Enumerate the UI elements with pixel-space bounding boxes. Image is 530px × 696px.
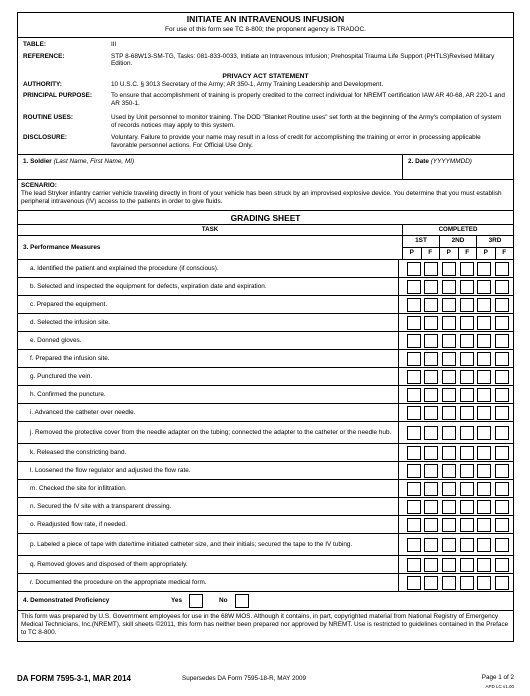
measure-text: h. Confirmed the puncture. <box>18 386 399 403</box>
checkbox-2nd-fail[interactable] <box>460 500 474 514</box>
checkbox-3rd-fail[interactable] <box>495 262 509 276</box>
footer-note: This form was prepared by U.S. Government employees for use in the 68W MOS. Although it contains, in part, copyrighted material from National Registry of Emergency Medical Technicians, Inc.(NREMT), skill sheets ©2011, this form has neither been prepared nor approved by NREMT. Use is restricted to guidelines contained in the Preface to TC 8-800. <box>21 613 509 636</box>
checkbox-1st-pass[interactable] <box>407 280 421 294</box>
soldier-name-field[interactable] <box>18 155 403 179</box>
checkbox-3rd-pass[interactable] <box>477 576 491 590</box>
measure-checkboxes <box>399 422 513 443</box>
checkbox-2nd-fail[interactable] <box>460 406 474 420</box>
disclosure-label: DISCLOSURE: <box>23 134 68 142</box>
reference-label: REFERENCE: <box>23 52 65 60</box>
checkbox-2nd-pass[interactable] <box>442 388 456 402</box>
measure-text: l. Loosened the flow regulator and adjusted the flow rate. <box>18 462 399 479</box>
measure-checkboxes <box>399 332 513 349</box>
measure-text: g. Punctured the vein. <box>18 368 399 385</box>
measure-text: n. Secured the IV site with a transparent dressing. <box>18 498 399 515</box>
checkbox-3rd-pass[interactable] <box>477 426 491 440</box>
task-completed-header <box>18 225 513 236</box>
measure-text: o. Readjusted flow rate, if needed. <box>18 516 399 533</box>
measure-checkboxes <box>399 368 513 385</box>
attempt-grid <box>403 236 513 259</box>
checkbox-1st-fail[interactable] <box>424 446 438 460</box>
measure-text: f. Prepared the infusion site. <box>18 350 399 367</box>
checkbox-1st-pass[interactable] <box>407 518 421 532</box>
checkbox-2nd-pass[interactable] <box>442 370 456 384</box>
measure-checkboxes <box>399 462 513 479</box>
form-title: INITIATE AN INTRAVENOUS INFUSION <box>186 14 345 24</box>
checkbox-1st-pass[interactable] <box>407 352 421 366</box>
checkbox-3rd-fail[interactable] <box>495 316 509 330</box>
checkbox-3rd-fail[interactable] <box>495 370 509 384</box>
checkbox-1st-fail[interactable] <box>424 334 438 348</box>
table-row <box>18 314 513 332</box>
supersedes-note: Supersedes DA Form 7595-18-R, MAY 2009 <box>182 675 307 682</box>
checkbox-1st-pass[interactable] <box>407 316 421 330</box>
checkbox-2nd-fail[interactable] <box>460 464 474 478</box>
measure-text: c. Prepared the equipment. <box>18 296 399 313</box>
checkbox-1st-fail[interactable] <box>424 352 438 366</box>
authority-value: 10 U.S.C. § 3013 Secretary of the Army; AR 350-1, Army Training Leadership and Development. <box>111 81 384 89</box>
checkbox-3rd-fail[interactable] <box>495 334 509 348</box>
checkbox-1st-fail[interactable] <box>424 518 438 532</box>
checkbox-2nd-fail[interactable] <box>460 518 474 532</box>
table-value: III <box>111 40 117 48</box>
checkbox-1st-pass[interactable] <box>407 334 421 348</box>
checkbox-2nd-fail[interactable] <box>460 446 474 460</box>
checkbox-2nd-pass[interactable] <box>442 576 456 590</box>
page-number: Page 1 of 2 <box>481 674 514 681</box>
checkbox-3rd-pass[interactable] <box>477 464 491 478</box>
checkbox-1st-pass[interactable] <box>407 576 421 590</box>
checkbox-2nd-fail[interactable] <box>460 334 474 348</box>
yes-label: Yes <box>171 597 183 605</box>
checkbox-2nd-pass[interactable] <box>442 446 456 460</box>
measure-text: r. Documented the procedure on the appropriate medical form. <box>18 574 399 591</box>
checkbox-1st-fail[interactable] <box>424 316 438 330</box>
measure-checkboxes <box>399 278 513 295</box>
measure-checkboxes <box>399 314 513 331</box>
checkbox-1st-pass[interactable] <box>407 388 421 402</box>
checkbox-3rd-fail[interactable] <box>495 298 509 312</box>
checkbox-3rd-fail[interactable] <box>495 446 509 460</box>
table-row <box>18 574 513 592</box>
checkbox-2nd-pass[interactable] <box>442 280 456 294</box>
measure-checkboxes <box>399 556 513 573</box>
measure-text: j. Removed the protective cover from the needle adapter on the tubing; connected the adapter to the catheter or the needle hub. <box>18 422 399 443</box>
measure-text: d. Selected the infusion site. <box>18 314 399 331</box>
yes-checkbox[interactable] <box>189 594 203 608</box>
measure-checkboxes <box>399 350 513 367</box>
table-row <box>18 516 513 534</box>
attempt-label: 2ND <box>440 236 476 248</box>
table-row <box>18 444 513 462</box>
privacy-heading: PRIVACY ACT STATEMENT <box>222 73 309 81</box>
checkbox-3rd-fail[interactable] <box>495 482 509 496</box>
checkbox-3rd-pass[interactable] <box>477 370 491 384</box>
checkbox-2nd-pass[interactable] <box>442 500 456 514</box>
date-field[interactable] <box>403 155 513 179</box>
table-row <box>18 422 513 444</box>
checkbox-2nd-fail[interactable] <box>460 388 474 402</box>
checkbox-3rd-pass[interactable] <box>477 352 491 366</box>
checkbox-1st-fail[interactable] <box>424 482 438 496</box>
pass-label: P <box>440 248 459 259</box>
checkbox-3rd-pass[interactable] <box>477 558 491 572</box>
measure-checkboxes <box>399 534 513 555</box>
measure-checkboxes <box>399 516 513 533</box>
form-header <box>18 13 513 38</box>
table-row <box>18 404 513 422</box>
no-label: No <box>219 597 228 605</box>
checkbox-3rd-pass[interactable] <box>477 482 491 496</box>
checkbox-3rd-pass[interactable] <box>477 518 491 532</box>
checkbox-2nd-pass[interactable] <box>442 262 456 276</box>
disclosure-value: Voluntary. Failure to provide your name may result in a loss of credit for accomplishing the training or error in processing applicable favorable personnel actions. For Official Use Only. <box>111 134 481 150</box>
checkbox-3rd-fail[interactable] <box>495 500 509 514</box>
checkbox-3rd-pass[interactable] <box>477 500 491 514</box>
checkbox-1st-pass[interactable] <box>407 298 421 312</box>
checkbox-1st-fail[interactable] <box>424 406 438 420</box>
checkbox-2nd-fail[interactable] <box>460 280 474 294</box>
measure-text: p. Labeled a piece of tape with date/time initiated catheter size, and their initials; secured the tape to the IV tubing. <box>18 534 399 555</box>
checkbox-2nd-pass[interactable] <box>442 334 456 348</box>
checkbox-2nd-pass[interactable] <box>442 426 456 440</box>
date-label: 2. Date <box>408 158 429 166</box>
scenario-section <box>18 180 513 211</box>
routine-uses-value: Used by Unit personnel to monitor training. The DOD "Blanket Routine uses" set forth at the beginning of the Army's compilation of system of records notices may apply to this system. <box>111 113 502 129</box>
checkbox-3rd-fail[interactable] <box>495 558 509 572</box>
attempt-1st <box>403 236 440 259</box>
checkbox-2nd-pass[interactable] <box>442 482 456 496</box>
measure-checkboxes <box>399 480 513 497</box>
routine-uses-label: ROUTINE USES: <box>23 113 74 121</box>
measure-checkboxes <box>399 404 513 421</box>
table-row <box>18 296 513 314</box>
checkbox-3rd-pass[interactable] <box>477 406 491 420</box>
authority-label: AUTHORITY: <box>23 81 62 89</box>
checkbox-2nd-pass[interactable] <box>442 352 456 366</box>
table-row <box>18 556 513 574</box>
info-section <box>18 38 513 155</box>
checkbox-1st-pass[interactable] <box>407 426 421 440</box>
checkbox-3rd-pass[interactable] <box>477 538 491 552</box>
checkbox-3rd-pass[interactable] <box>477 316 491 330</box>
performance-measures-list <box>18 260 513 592</box>
checkbox-3rd-fail[interactable] <box>495 406 509 420</box>
checkbox-3rd-pass[interactable] <box>477 334 491 348</box>
measure-checkboxes <box>399 386 513 403</box>
checkbox-3rd-pass[interactable] <box>477 280 491 294</box>
checkbox-1st-fail[interactable] <box>424 558 438 572</box>
checkbox-3rd-fail[interactable] <box>495 388 509 402</box>
table-row <box>18 534 513 556</box>
fail-label: F <box>465 249 470 257</box>
attempt-3rd <box>477 236 513 259</box>
checkbox-2nd-fail[interactable] <box>460 298 474 312</box>
checkbox-2nd-pass[interactable] <box>442 518 456 532</box>
proficiency-row <box>18 592 513 611</box>
checkbox-3rd-fail[interactable] <box>495 464 509 478</box>
checkbox-3rd-pass[interactable] <box>477 388 491 402</box>
purpose-value: To ensure that accomplishment of training is properly credited to the correct individual for NREMT certification IAW AR 40-68, AR 220-1 and AR 350-1. <box>111 92 505 108</box>
checkbox-1st-fail[interactable] <box>424 500 438 514</box>
measure-text: q. Removed gloves and disposed of them appropriately. <box>18 556 399 573</box>
checkbox-1st-pass[interactable] <box>407 370 421 384</box>
reference-value: STP 8-68W13-SM-TG, Tasks: 081-833-0033, Initiate an Intravenous Infusion; Prehospital Trauma Life Support (PHTLS)Revised Military Edition. <box>111 52 495 68</box>
form-container <box>17 12 514 642</box>
measure-text: i. Advanced the catheter over needle. <box>18 404 399 421</box>
scenario-label: SCENARIO: <box>21 182 57 190</box>
checkbox-1st-pass[interactable] <box>407 406 421 420</box>
checkbox-1st-pass[interactable] <box>407 558 421 572</box>
table-row <box>18 480 513 498</box>
measure-checkboxes <box>399 296 513 313</box>
checkbox-2nd-fail[interactable] <box>460 370 474 384</box>
checkbox-3rd-pass[interactable] <box>477 298 491 312</box>
scenario-text: The lead Stryker infantry carrier vehicle traveling directly in front of your vehicle has been struck by an improvised explosive device. You determine that you must establish peripheral intravenous (IV) access to the patients in order to give fluids. <box>21 189 502 205</box>
attempt-2nd <box>440 236 477 259</box>
task-header: TASK <box>18 225 403 235</box>
checkbox-3rd-fail[interactable] <box>495 518 509 532</box>
checkbox-1st-fail[interactable] <box>424 370 438 384</box>
date-hint: (YYYYMMDD) <box>430 158 472 166</box>
checkbox-1st-fail[interactable] <box>424 464 438 478</box>
checkbox-2nd-pass[interactable] <box>442 464 456 478</box>
checkbox-3rd-pass[interactable] <box>477 446 491 460</box>
attempt-label: 3RD <box>477 236 513 248</box>
pass-label: P <box>477 248 496 259</box>
measure-text: e. Donned gloves. <box>18 332 399 349</box>
measure-text: b. Selected and inspected the equipment for defects, expiration date and expiration. <box>18 278 399 295</box>
checkbox-3rd-fail[interactable] <box>495 426 509 440</box>
table-row <box>18 278 513 296</box>
performance-label: 3. Performance Measures <box>18 236 403 259</box>
measure-checkboxes <box>399 498 513 515</box>
table-row <box>18 350 513 368</box>
performance-header-row <box>18 236 513 260</box>
grading-sheet-title: GRADING SHEET <box>18 211 513 225</box>
checkbox-1st-fail[interactable] <box>424 298 438 312</box>
checkbox-1st-pass[interactable] <box>407 262 421 276</box>
table-row <box>18 498 513 516</box>
soldier-label: 1. Soldier <box>23 158 52 166</box>
form-subtitle: For use of this form see TC 8-800; the proponent agency is TRADOC. <box>165 25 366 33</box>
fail-label: F <box>502 249 507 257</box>
checkbox-1st-pass[interactable] <box>407 446 421 460</box>
attempt-label: 1ST <box>403 236 439 248</box>
checkbox-2nd-fail[interactable] <box>460 316 474 330</box>
apd-version: APD LC v1.00 <box>485 683 514 689</box>
proficiency-label: 4. Demonstrated Proficiency <box>23 597 110 605</box>
table-row <box>18 462 513 480</box>
checkbox-2nd-fail[interactable] <box>460 558 474 572</box>
table-row <box>18 260 513 278</box>
checkbox-1st-fail[interactable] <box>424 576 438 590</box>
checkbox-3rd-pass[interactable] <box>477 262 491 276</box>
soldier-row <box>18 155 513 180</box>
checkbox-3rd-fail[interactable] <box>495 538 509 552</box>
checkbox-2nd-fail[interactable] <box>460 576 474 590</box>
purpose-label: PRINCIPAL PURPOSE: <box>23 92 93 100</box>
checkbox-2nd-fail[interactable] <box>460 482 474 496</box>
checkbox-3rd-fail[interactable] <box>495 576 509 590</box>
checkbox-2nd-fail[interactable] <box>460 352 474 366</box>
checkbox-1st-pass[interactable] <box>407 538 421 552</box>
table-row <box>18 332 513 350</box>
table-label: TABLE: <box>23 40 46 48</box>
checkbox-1st-fail[interactable] <box>424 426 438 440</box>
pass-label: P <box>403 248 422 259</box>
completed-header: COMPLETED <box>438 226 478 234</box>
measure-text: a. Identified the patient and explained the procedure (if conscious). <box>18 260 399 277</box>
measure-checkboxes <box>399 444 513 461</box>
checkbox-3rd-fail[interactable] <box>495 352 509 366</box>
checkbox-2nd-pass[interactable] <box>442 298 456 312</box>
table-row <box>18 386 513 404</box>
form-number: DA FORM 7595-3-1, MAR 2014 <box>17 674 131 683</box>
checkbox-3rd-fail[interactable] <box>495 280 509 294</box>
no-checkbox[interactable] <box>235 594 249 608</box>
checkbox-2nd-fail[interactable] <box>460 538 474 552</box>
checkbox-1st-fail[interactable] <box>424 388 438 402</box>
checkbox-1st-pass[interactable] <box>407 464 421 478</box>
checkbox-1st-fail[interactable] <box>424 262 438 276</box>
checkbox-2nd-pass[interactable] <box>442 406 456 420</box>
measure-checkboxes <box>399 574 513 591</box>
form-footer <box>17 674 514 689</box>
measure-text: k. Released the constricting band. <box>18 444 399 461</box>
checkbox-1st-fail[interactable] <box>424 280 438 294</box>
fail-label: F <box>428 249 433 257</box>
checkbox-2nd-fail[interactable] <box>460 426 474 440</box>
checkbox-2nd-pass[interactable] <box>442 558 456 572</box>
checkbox-2nd-fail[interactable] <box>460 262 474 276</box>
soldier-hint: (Last Name, First Name, MI) <box>53 158 135 166</box>
measure-checkboxes <box>399 260 513 277</box>
table-row <box>18 368 513 386</box>
checkbox-2nd-pass[interactable] <box>442 538 456 552</box>
measure-text: m. Checked the site for infiltration. <box>18 480 399 497</box>
checkbox-1st-pass[interactable] <box>407 482 421 496</box>
checkbox-1st-fail[interactable] <box>424 538 438 552</box>
checkbox-1st-pass[interactable] <box>407 500 421 514</box>
checkbox-2nd-pass[interactable] <box>442 316 456 330</box>
